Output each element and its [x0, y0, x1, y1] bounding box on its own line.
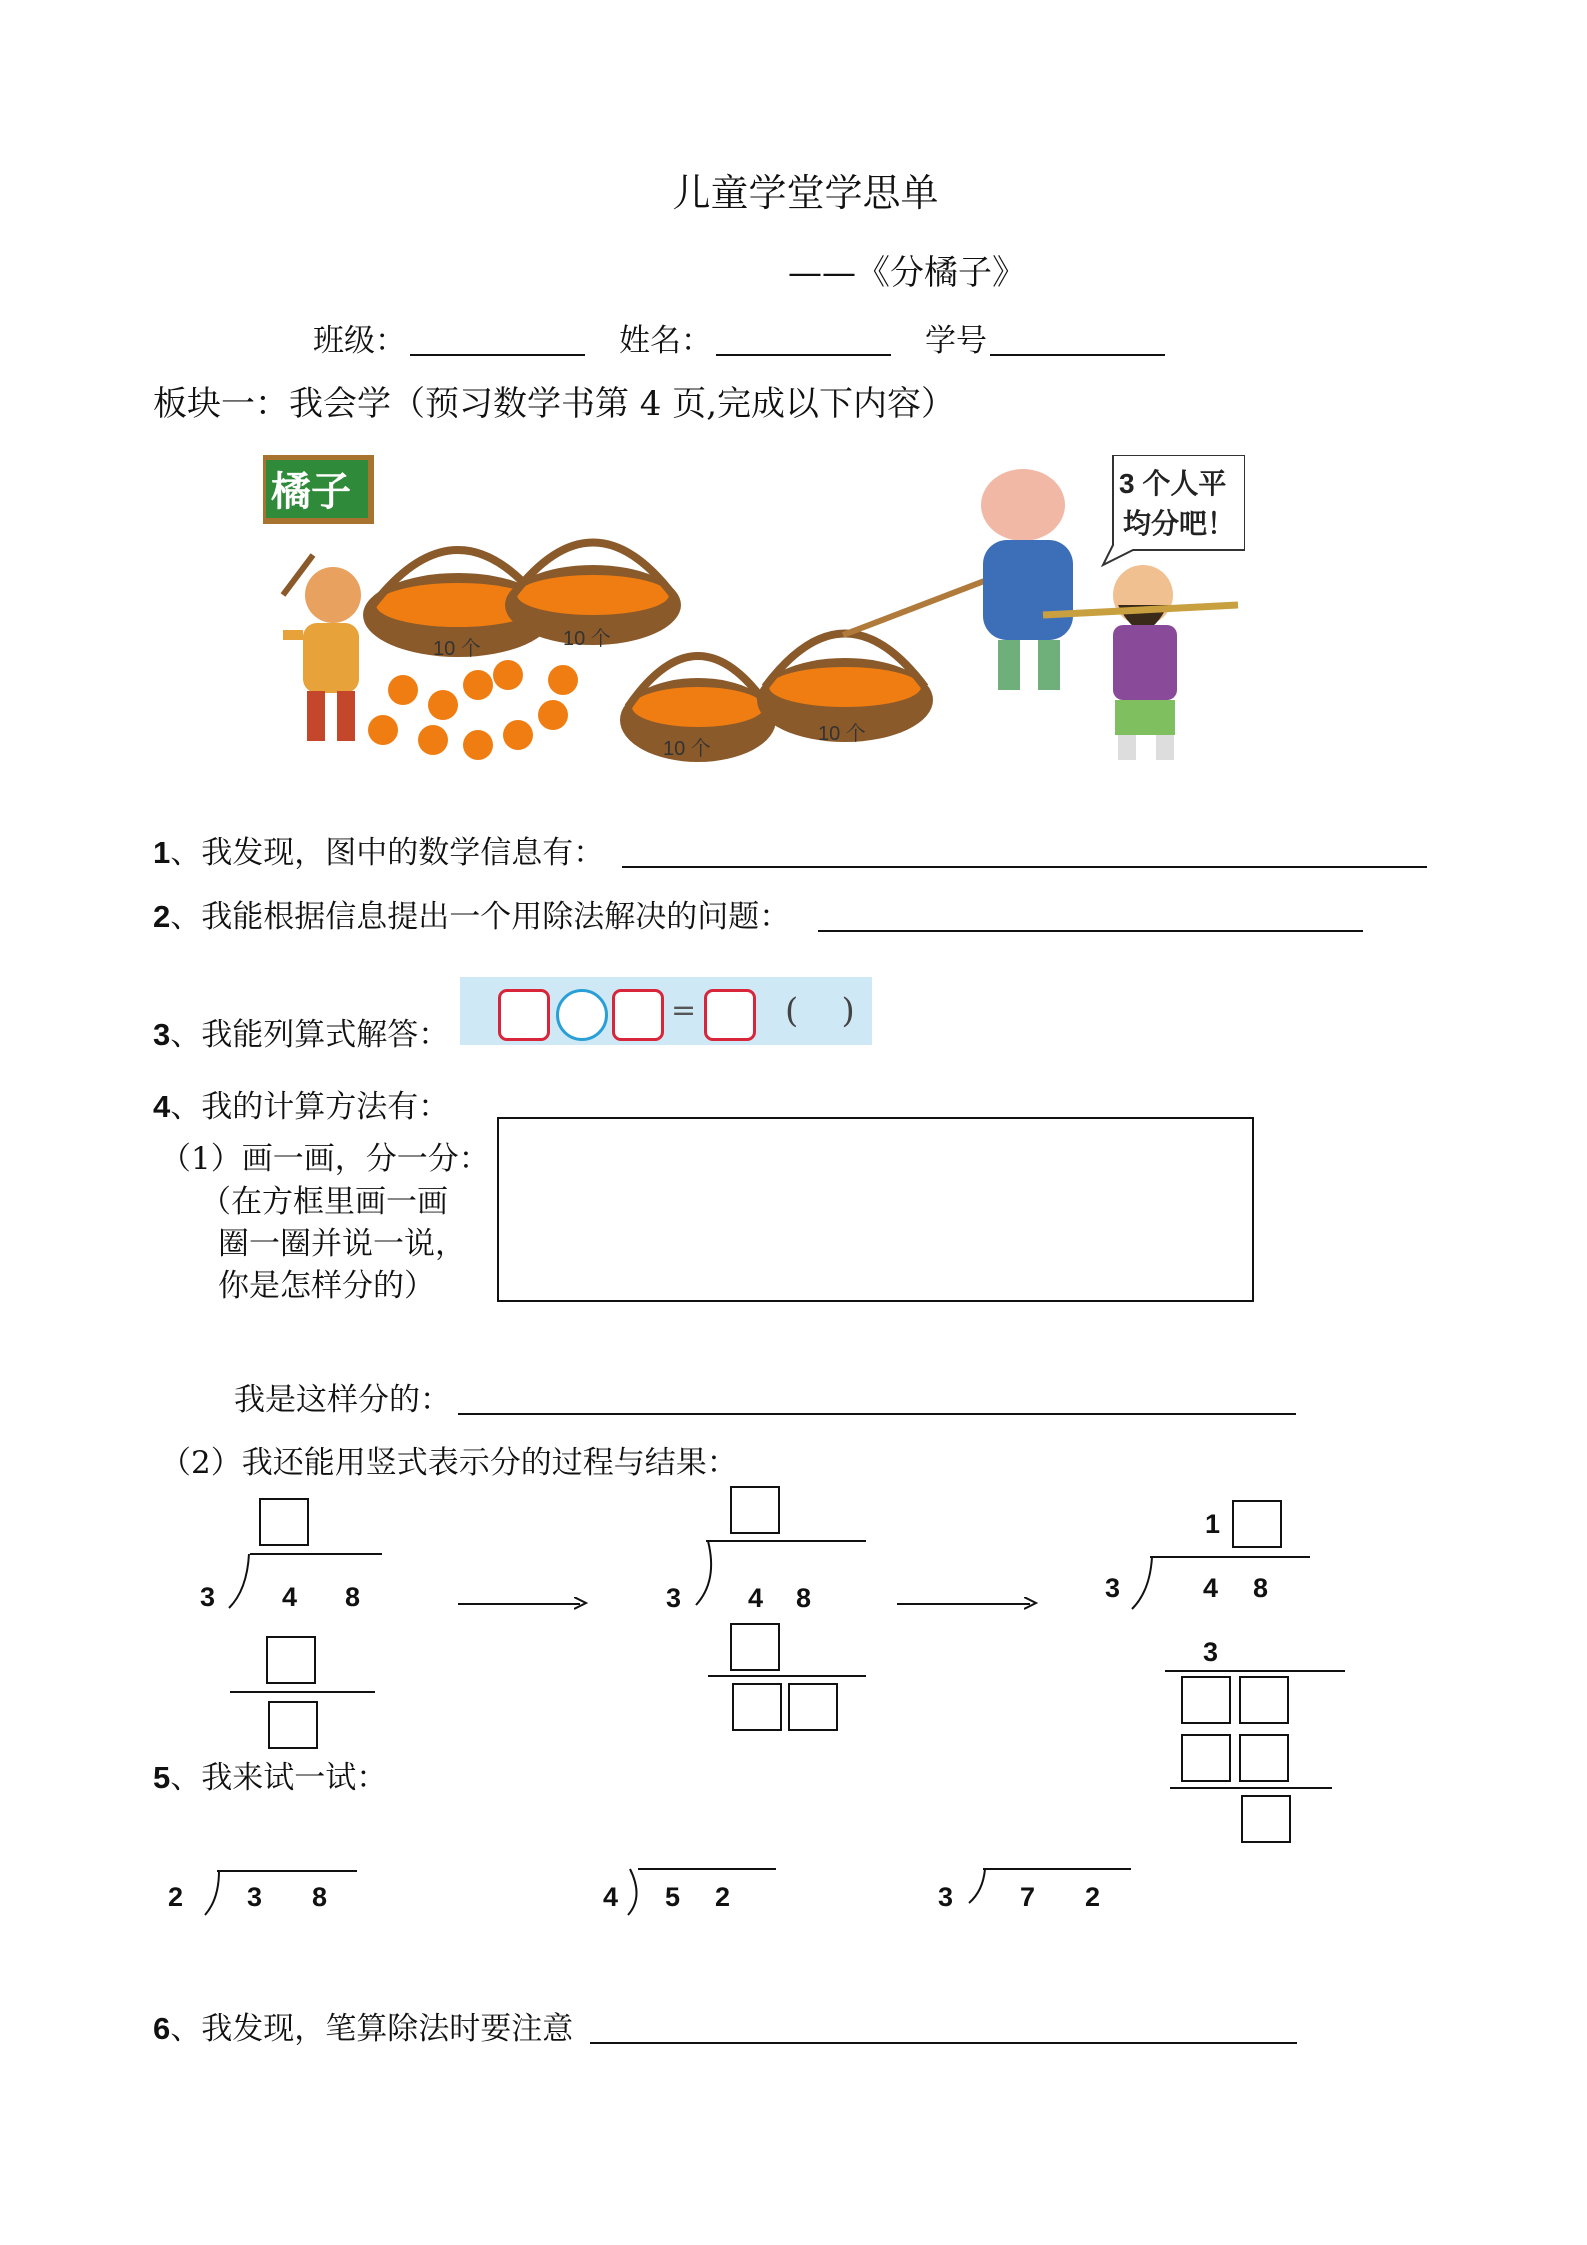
dividend-ones: 8	[796, 1583, 812, 1613]
svg-text:10 个: 10 个	[433, 638, 481, 660]
quotient-ones-box[interactable]	[1232, 1500, 1282, 1548]
equals-sign: =	[671, 993, 697, 1028]
question-3-number: 3	[153, 1017, 171, 1052]
dividend-tens: 5	[665, 1882, 681, 1912]
question-2	[153, 898, 790, 936]
divisor: 3	[1105, 1573, 1121, 1603]
arrow-2-line	[897, 1603, 1030, 1605]
arrow-1-line	[458, 1603, 580, 1605]
subtraction-line	[708, 1675, 866, 1677]
part-2-label: （2）我还能用竖式表示分的过程与结果：	[160, 1445, 738, 1481]
division-bar	[638, 1868, 776, 1870]
bubble-line2: 均分吧！	[1123, 508, 1236, 539]
division-bar	[983, 1868, 1131, 1870]
subtraction-line-2	[1170, 1787, 1332, 1789]
question-1-text: 、我发现，图中的数学信息有：	[170, 835, 605, 871]
practice-problem-1	[165, 1860, 375, 1930]
question-5-text: 、我来试一试：	[170, 1760, 388, 1796]
svg-text:10 个: 10 个	[563, 628, 611, 650]
division-bracket	[624, 1867, 648, 1919]
equation-strip	[460, 977, 872, 1045]
division-bar	[250, 1553, 382, 1555]
part-1-label: （1）画一画，分一分：	[160, 1141, 490, 1177]
name-label: 姓名：	[619, 323, 712, 359]
question-2-number: 2	[153, 899, 171, 934]
step3-box-1[interactable]	[1181, 1676, 1231, 1724]
division-bracket	[1128, 1555, 1158, 1615]
part-1-hint-line-2: 圈一圈并说一说，	[218, 1226, 466, 1262]
question-3	[153, 1016, 449, 1054]
division-step-2	[660, 1478, 880, 1718]
class-field[interactable]	[410, 354, 585, 356]
question-6-number: 6	[153, 2011, 171, 2046]
divisor: 3	[666, 1583, 682, 1613]
division-bar	[1150, 1556, 1310, 1558]
divisor: 3	[938, 1882, 954, 1912]
unit-parentheses[interactable]: ( )	[785, 991, 855, 1031]
dividend-ones: 8	[345, 1582, 361, 1612]
quotient-box[interactable]	[259, 1498, 309, 1546]
question-6-answer-line[interactable]	[590, 2042, 1297, 2044]
svg-text:10 个: 10 个	[818, 723, 866, 745]
division-bar	[706, 1540, 866, 1542]
dividend-ones: 2	[715, 1882, 731, 1912]
oranges-illustration	[263, 455, 1245, 775]
division-bracket	[203, 1869, 225, 1919]
quotient-box[interactable]	[730, 1486, 780, 1534]
dividend-tens: 4	[282, 1582, 298, 1612]
explain-answer-line[interactable]	[458, 1413, 1296, 1415]
division-bracket	[225, 1552, 255, 1612]
question-3-text: 、我能列算式解答：	[170, 1017, 450, 1053]
divisor: 3	[200, 1582, 216, 1612]
question-5-number: 5	[153, 1760, 171, 1795]
question-1-answer-line[interactable]	[622, 866, 1427, 868]
dividend-tens: 4	[1203, 1573, 1219, 1603]
class-label: 班级：	[313, 323, 406, 359]
question-1	[153, 834, 604, 872]
operator-circle[interactable]	[556, 989, 608, 1041]
practice-problem-2	[600, 1860, 800, 1930]
subtraction-line-1	[1165, 1670, 1345, 1672]
question-2-answer-line[interactable]	[818, 930, 1363, 932]
arrow-2-head	[1024, 1597, 1038, 1611]
part-1-hint-line-3: 你是怎样分的）	[218, 1268, 435, 1304]
step3-box-4[interactable]	[1239, 1734, 1289, 1782]
divisor: 4	[603, 1882, 619, 1912]
dividend-tens: 4	[748, 1583, 764, 1613]
dividend-ones: 2	[1085, 1882, 1101, 1912]
product-value: 3	[1203, 1637, 1219, 1667]
equation-box-1[interactable]	[498, 989, 550, 1041]
product-box[interactable]	[730, 1623, 780, 1671]
division-step-1	[190, 1490, 390, 1730]
dividend-tens: 3	[247, 1882, 263, 1912]
question-6	[153, 2010, 573, 2048]
remainder-box-tens[interactable]	[732, 1683, 782, 1731]
question-4-number: 4	[153, 1089, 171, 1124]
section-heading: 板块一：我会学（预习数学书第 4 页,完成以下内容）	[153, 384, 956, 424]
dividend-tens: 7	[1020, 1882, 1036, 1912]
subtraction-line	[230, 1691, 375, 1693]
product-box[interactable]	[266, 1636, 316, 1684]
dividend-ones: 8	[1253, 1573, 1269, 1603]
name-field[interactable]	[716, 354, 891, 356]
equation-box-3[interactable]	[704, 989, 756, 1041]
sign-text: 橘子	[271, 470, 351, 514]
division-step-3	[1095, 1495, 1355, 1865]
student-id-label: 学号	[925, 323, 987, 359]
equation-box-2[interactable]	[612, 989, 664, 1041]
drawing-box[interactable]	[497, 1117, 1254, 1302]
dividend-ones: 8	[312, 1882, 328, 1912]
part-1-hint-line-1: （在方框里画一画	[200, 1184, 448, 1220]
remainder-box-ones[interactable]	[788, 1683, 838, 1731]
step3-box-3[interactable]	[1181, 1734, 1231, 1782]
division-bracket	[690, 1539, 720, 1609]
arrow-1-head	[574, 1597, 588, 1611]
question-2-text: 、我能根据信息提出一个用除法解决的问题：	[170, 899, 791, 935]
division-bar	[217, 1870, 357, 1872]
divisor: 2	[168, 1882, 184, 1912]
question-1-number: 1	[153, 835, 171, 870]
remainder-box[interactable]	[268, 1701, 318, 1749]
page-subtitle: ——《分橘子》	[788, 253, 1026, 293]
question-5	[153, 1759, 387, 1797]
final-remainder-box[interactable]	[1241, 1795, 1291, 1843]
page-title: 儿童学堂学思单	[672, 171, 939, 215]
student-id-field[interactable]	[990, 354, 1165, 356]
question-6-text: 、我发现，笔算除法时要注意	[170, 2011, 574, 2047]
division-bracket	[967, 1867, 991, 1907]
quotient-tens: 1	[1205, 1509, 1221, 1539]
question-4	[153, 1088, 449, 1126]
step3-box-2[interactable]	[1239, 1676, 1289, 1724]
bubble-line1: 3 个人平	[1119, 468, 1227, 499]
question-4-text: 、我的计算方法有：	[170, 1089, 450, 1125]
practice-problem-3	[935, 1860, 1155, 1930]
explain-label: 我是这样分的：	[234, 1382, 451, 1418]
svg-text:10 个: 10 个	[663, 738, 711, 760]
